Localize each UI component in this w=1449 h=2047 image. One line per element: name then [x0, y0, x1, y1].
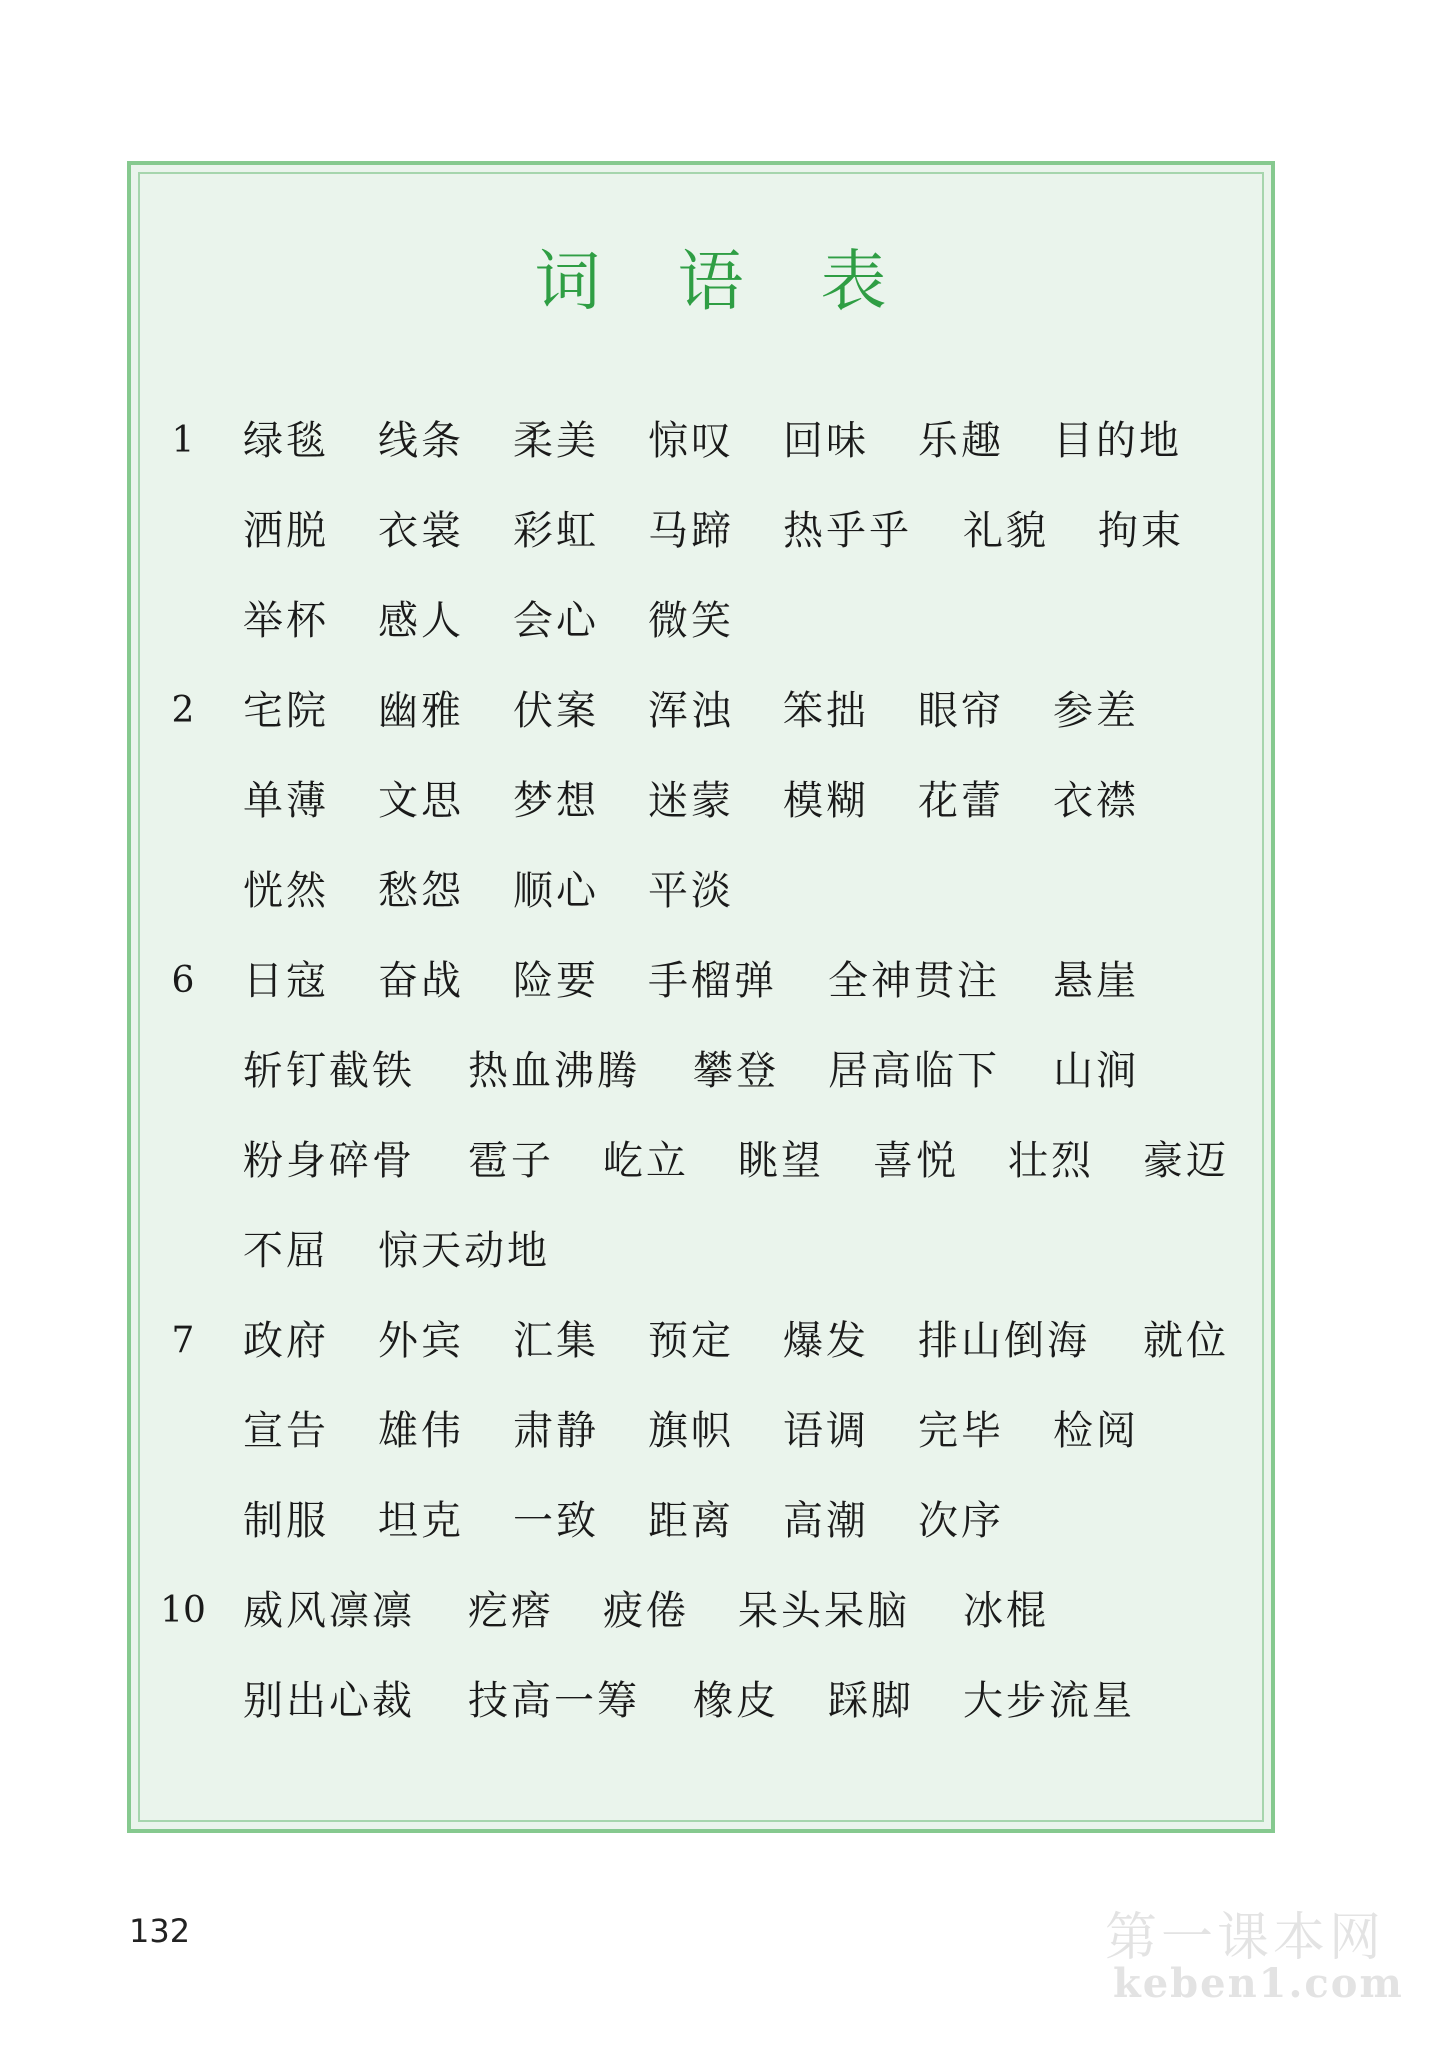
vocab-word: 悬崖: [1053, 958, 1139, 1004]
vocab-word: 幽雅: [378, 688, 464, 734]
vocab-word: 宅院: [243, 688, 329, 734]
vocab-word: 愁怨: [378, 868, 464, 914]
vocab-word: 制服: [243, 1498, 329, 1544]
vocab-word: 威风凛凛: [243, 1588, 415, 1634]
vocab-word: 居高临下: [828, 1048, 1000, 1094]
vocab-word: 线条: [378, 418, 464, 464]
vocab-word: 迷蒙: [648, 778, 734, 824]
vocab-word: 目的地: [1053, 418, 1182, 464]
vocab-word: 冰棍: [963, 1588, 1049, 1634]
vocab-word: 呆头呆脑: [738, 1588, 910, 1634]
vocab-word: 参差: [1053, 688, 1139, 734]
lesson-number: 1: [171, 420, 195, 461]
vocab-word: 文思: [378, 778, 464, 824]
vocab-word: 乐趣: [918, 418, 1004, 464]
vocab-word: 雄伟: [378, 1408, 464, 1454]
vocab-word: 模糊: [783, 778, 869, 824]
vocab-word: 热血沸腾: [468, 1048, 640, 1094]
vocab-word: 不屈: [243, 1228, 329, 1274]
vocab-word: 惊天动地: [378, 1228, 550, 1274]
vocab-word: 疲倦: [603, 1588, 689, 1634]
vocab-word: 攀登: [693, 1048, 779, 1094]
vocab-word: 回味: [783, 418, 869, 464]
vocab-word: 举杯: [243, 598, 329, 644]
vocab-word: 疙瘩: [468, 1588, 554, 1634]
vocab-word: 肃静: [513, 1408, 599, 1454]
vocab-word: 热乎乎: [783, 508, 912, 554]
vocab-word: 旗帜: [648, 1408, 734, 1454]
vocab-word: 山涧: [1053, 1048, 1139, 1094]
vocab-word: 汇集: [513, 1318, 599, 1364]
page-number: 132: [129, 1912, 191, 1950]
vocab-word: 一致: [513, 1498, 599, 1544]
vocab-word: 会心: [513, 598, 599, 644]
vocab-word: 单薄: [243, 778, 329, 824]
vocab-word: 完毕: [918, 1408, 1004, 1454]
vocab-word: 预定: [648, 1318, 734, 1364]
vocab-word: 梦想: [513, 778, 599, 824]
vocab-word: 险要: [513, 958, 599, 1004]
watermark-en: keben1.com: [1113, 1960, 1404, 2007]
vocab-word: 平淡: [648, 868, 734, 914]
vocab-word: 花蕾: [918, 778, 1004, 824]
vocab-word: 眺望: [738, 1138, 824, 1184]
vocab-word: 恍然: [243, 868, 329, 914]
vocab-word: 检阅: [1053, 1408, 1139, 1454]
lesson-number: 6: [171, 960, 195, 1001]
vocab-word: 粉身碎骨: [243, 1138, 415, 1184]
page-title: 词 语 表: [534, 243, 915, 320]
vocab-word: 柔美: [513, 418, 599, 464]
lesson-number: 10: [160, 1590, 206, 1631]
vocab-word: 就位: [1143, 1318, 1229, 1364]
vocab-word: 宣告: [243, 1408, 329, 1454]
vocab-word: 高潮: [783, 1498, 869, 1544]
vocab-word: 距离: [648, 1498, 734, 1544]
vocab-word: 衣裳: [378, 508, 464, 554]
vocab-word: 豪迈: [1143, 1138, 1229, 1184]
vocab-word: 橡皮: [693, 1678, 779, 1724]
vocab-word: 眼帘: [918, 688, 1004, 734]
vocab-word: 彩虹: [513, 508, 599, 554]
lesson-number: 2: [171, 690, 195, 731]
vocab-word: 外宾: [378, 1318, 464, 1364]
lesson-number: 7: [171, 1320, 195, 1361]
vocab-word: 日寇: [243, 958, 329, 1004]
vocab-word: 踩脚: [828, 1678, 914, 1724]
vocab-word: 奋战: [378, 958, 464, 1004]
vocab-word: 礼貌: [963, 508, 1049, 554]
vocab-word: 政府: [243, 1318, 329, 1364]
vocab-word: 顺心: [513, 868, 599, 914]
vocab-word: 浑浊: [648, 688, 734, 734]
vocab-word: 坦克: [378, 1498, 464, 1544]
vocab-word: 雹子: [468, 1138, 554, 1184]
vocab-word: 拘束: [1098, 508, 1184, 554]
vocab-word: 壮烈: [1008, 1138, 1094, 1184]
watermark-cn: 第一课本网: [1105, 1908, 1386, 1968]
vocab-word: 伏案: [513, 688, 599, 734]
vocab-word: 笨拙: [783, 688, 869, 734]
vocab-word: 全神贯注: [828, 958, 1000, 1004]
vocab-word: 喜悦: [873, 1138, 959, 1184]
vocab-word: 语调: [783, 1408, 869, 1454]
vocab-word: 爆发: [783, 1318, 869, 1364]
vocab-word: 衣襟: [1053, 778, 1139, 824]
vocab-word: 次序: [918, 1498, 1004, 1544]
vocab-word: 洒脱: [243, 508, 329, 554]
vocab-word: 惊叹: [648, 418, 734, 464]
vocab-word: 绿毯: [243, 418, 329, 464]
vocab-word: 技高一筹: [468, 1678, 640, 1724]
vocab-word: 斩钉截铁: [243, 1048, 415, 1094]
vocab-word: 感人: [378, 598, 464, 644]
vocab-word: 大步流星: [963, 1678, 1135, 1724]
vocab-word: 手榴弹: [648, 958, 777, 1004]
vocab-word: 排山倒海: [918, 1318, 1090, 1364]
vocab-word: 马蹄: [648, 508, 734, 554]
vocab-word: 屹立: [603, 1138, 689, 1184]
vocab-word: 微笑: [648, 598, 734, 644]
vocab-word: 别出心裁: [243, 1678, 415, 1724]
